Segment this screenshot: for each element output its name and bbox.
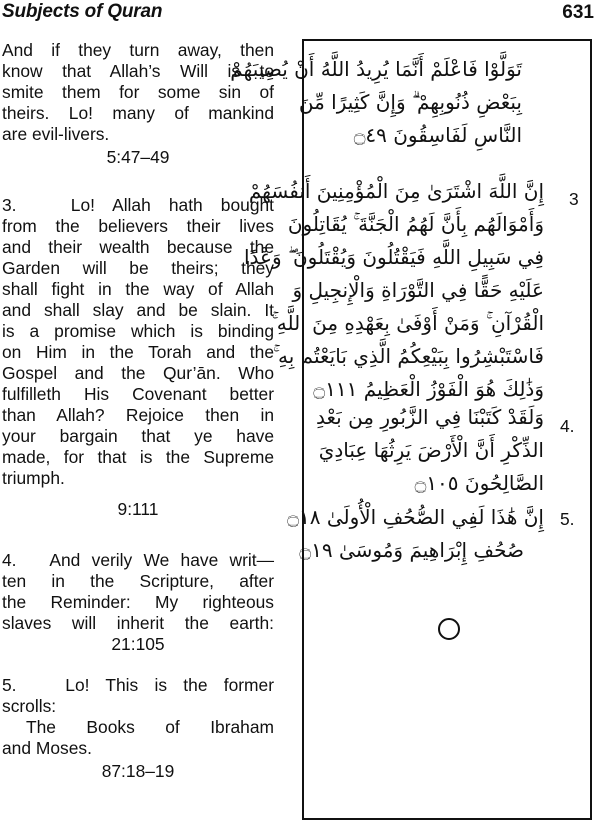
passage-line: your bargain that ye have xyxy=(2,426,274,446)
arabic-line: الْقُرْآنِ ۚ وَمَنْ أَوْفَىٰ بِعَهْدِهِ مِنَ اللَّهِ ۚ xyxy=(271,311,544,335)
passage-line: from the believers their lives xyxy=(2,216,274,236)
arabic-line: الذِّكْرِ أَنَّ الْأَرْضَ يَرِثُهَا عِبَادِيَ xyxy=(318,438,544,462)
passage-line: 4. And verily We have writ— xyxy=(2,550,274,570)
passage-line: slaves will inherit the earth: xyxy=(2,613,274,633)
arabic-verse-21-105 xyxy=(304,401,544,500)
passage-line: are evil-livers. xyxy=(2,124,110,144)
passage-line: ten in the Scripture, after xyxy=(2,571,274,591)
verse-number: 4. xyxy=(560,416,575,436)
passage-line: theirs. Lo! many of mankind xyxy=(2,103,274,123)
passage-line: know that Allah’s Will is to xyxy=(2,61,274,81)
arabic-line: النَّاسِ لَفَاسِقُونَ ۝٤٩ xyxy=(353,123,522,147)
passage-line: made, for that is the Supreme xyxy=(2,447,274,467)
verse-reference: 5:47–49 xyxy=(106,147,170,167)
passage-line: The Books of Ibraham xyxy=(26,717,274,737)
verse-number: 3 xyxy=(569,189,579,209)
passage-line: 5. Lo! This is the former xyxy=(2,675,274,695)
passage-line: Gospel and the Qur’ān. Who xyxy=(2,363,274,383)
verse-number: 5. xyxy=(560,509,575,529)
arabic-verse-87-18 xyxy=(287,501,544,567)
arabic-verse-9-111 xyxy=(243,175,544,406)
arabic-line: تَوَلَّوْا فَاعْلَمْ أَنَّمَا يُرِيدُ اللَّهُ أَنْ يُصِيبَهُمْ xyxy=(230,57,522,81)
passage-line: smite them for some sin of xyxy=(2,82,274,102)
passage-line: and their wealth because the xyxy=(2,237,274,257)
passage-line: Garden will be theirs; they xyxy=(2,258,274,278)
arabic-line: وَذَٰلِكَ هُوَ الْفَوْزُ الْعَظِيمُ ۝١١١ xyxy=(313,377,544,401)
verse-reference: 87:18–19 xyxy=(101,761,175,781)
passage-87-18 xyxy=(2,675,274,782)
arabic-line: إِنَّ اللَّهَ اشْتَرَىٰ مِنَ الْمُؤْمِنِينَ أَنفُسَهُمْ xyxy=(248,179,544,203)
passage-line: and shall slay and be slain. It xyxy=(2,300,274,320)
arabic-line: إِنَّ هَٰذَا لَفِي الصُّحُفِ الْأُولَىٰ ۝١٨ xyxy=(287,505,544,529)
passage-line: shall fight in the way of Allah xyxy=(2,279,274,299)
arabic-line: بِبَعْضِ ذُنُوبِهِمْ ۗ وَإِنَّ كَثِيرًا مِّنَ xyxy=(298,90,522,114)
passage-line: on Him in the Torah and the xyxy=(2,342,274,362)
arabic-text-box xyxy=(230,39,592,820)
arabic-line: صُحُفِ إِبْرَاهِيمَ وَمُوسَىٰ ۝١٩ xyxy=(299,538,524,562)
passage-21-105 xyxy=(2,550,274,655)
verse-reference: 9:111 xyxy=(117,499,159,519)
page-number: 631 xyxy=(562,2,594,23)
passage-line: and Moses. xyxy=(2,738,92,758)
arabic-line: عَلَيْهِ حَقًّا فِي التَّوْرَاةِ وَالْإِنجِيلِ وَ xyxy=(292,278,544,302)
passage-line: scrolls: xyxy=(2,696,57,716)
arabic-line: فِي سَبِيلِ اللَّهِ فَيَقْتُلُونَ وَيُقْتَلُونَ ۖ وَعْدًا xyxy=(243,245,544,269)
passage-line: And if they turn away, then xyxy=(2,40,274,60)
arabic-line: وَلَقَدْ كَتَبْنَا فِي الزَّبُورِ مِن بَعْدِ xyxy=(316,405,544,429)
passage-line: the Reminder: My righteous xyxy=(2,592,274,612)
passage-line: is a promise which is binding xyxy=(2,321,274,341)
arabic-line: وَأَمْوَالَهُم بِأَنَّ لَهُمُ الْجَنَّةَ ۚ يُقَاتِلُونَ xyxy=(287,212,544,236)
passage-line: than Allah? Rejoice then in xyxy=(2,405,274,425)
arabic-verse-5-49 xyxy=(230,53,522,152)
passage-line: triumph. xyxy=(2,468,65,488)
verse-reference: 21:105 xyxy=(111,634,165,654)
passage-9-111 xyxy=(2,195,274,520)
passage-line: fulfilleth His Covenant better xyxy=(2,384,274,404)
page-title: Subjects of Quran xyxy=(2,1,163,22)
page-header xyxy=(0,0,600,28)
section-end-circle-icon xyxy=(438,618,460,640)
arabic-line: الصَّالِحُونَ ۝١٠٥ xyxy=(414,471,544,495)
arabic-line: فَاسْتَبْشِرُوا بِبَيْعِكُمُ الَّذِي بَايَعْتُم بِهِ ۚ xyxy=(273,344,544,368)
passage-line: 3. Lo! Allah hath bought xyxy=(2,195,274,215)
